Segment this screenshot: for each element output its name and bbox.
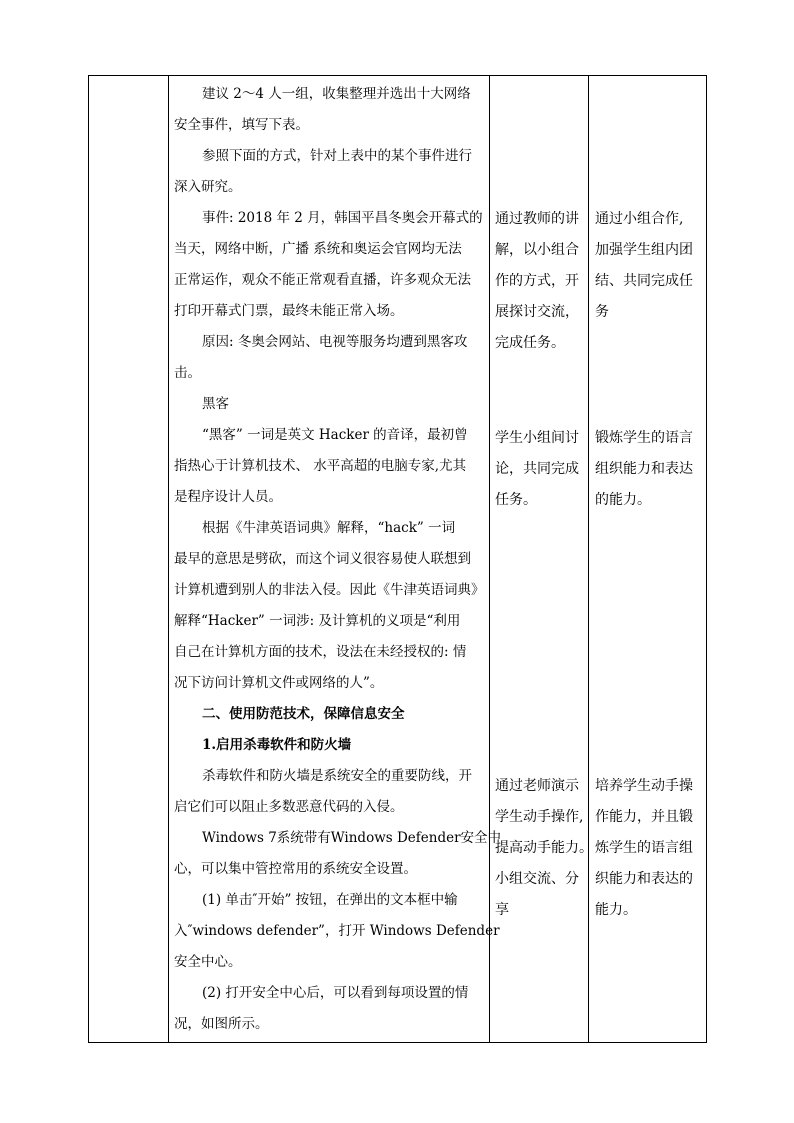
paragraph-line: Windows 7系统带有Windows Defender安全中 — [202, 830, 502, 846]
paragraph-line: 参照下面的方式，针对上表中的某个事件进行 — [202, 148, 472, 164]
paragraph-line: “黑客” 一词是英文 Hacker 的音译，最初曾 — [202, 427, 468, 443]
paragraph-line: 计算机遭到别人的非法入侵。因此《牛津英语词典》 — [174, 582, 485, 598]
paragraph-line: 原因: 冬奥会网站、电视等服务均遭到黑客攻 — [202, 334, 468, 350]
teacher-activity-line: 解，以小组合 — [495, 242, 579, 258]
paragraph-line: 1.启用杀毒软件和防火墙 — [202, 737, 352, 753]
teacher-activity-line: 作的方式，开 — [495, 273, 579, 289]
paragraph-line: 况下访问计算机文件或网络的人”。 — [174, 675, 384, 691]
paragraph-line: 是程序设计人员。 — [174, 489, 282, 505]
column-divider-3 — [588, 76, 589, 1042]
paragraph-line: 深入研究。 — [174, 179, 242, 195]
paragraph-line: 指热心于计算机技术、 水平高超的电脑专家,尤其 — [174, 458, 467, 474]
teacher-activity-line: 论，共同完成 — [495, 461, 579, 477]
design-intent-line: 的能力。 — [595, 492, 651, 508]
paragraph-line: 二、使用防范技术，保障信息安全 — [202, 706, 405, 722]
paragraph-line: 心，可以集中管控常用的系统安全设置。 — [174, 861, 417, 877]
teacher-activity-line: 展探讨交流， — [495, 304, 579, 320]
paragraph-line: 入″windows defender”，打开 Windows Defender — [174, 923, 500, 939]
teacher-activity-line: 小组交流、分 — [495, 871, 579, 887]
paragraph-line: 安全事件，填写下表。 — [174, 117, 309, 133]
design-intent-line: 作能力，并且锻 — [595, 809, 693, 825]
design-intent-line: 能力。 — [595, 902, 637, 918]
paragraph-line: 安全中心。 — [174, 954, 242, 970]
paragraph-line: 黑客 — [202, 396, 229, 412]
paragraph-line: 建议 2～4 人一组，收集整理并选出十大网络 — [202, 86, 471, 102]
paragraph-line: 启它们可以阻止多数恶意代码的入侵。 — [174, 799, 404, 815]
teacher-activity-line: 任务。 — [495, 492, 537, 508]
design-intent-line: 组织能力和表达 — [595, 461, 693, 477]
teacher-activity-line: 通过教师的讲 — [495, 211, 579, 227]
paragraph-line: 事件: 2018 年 2 月，韩国平昌冬奥会开幕式的 — [202, 210, 483, 226]
paragraph-line: (2) 打开安全中心后，可以看到每项设置的情 — [202, 985, 469, 1001]
design-intent-line: 炼学生的语言组 — [595, 840, 693, 856]
paragraph-line: 最早的意思是劈砍，而这个词义很容易使人联想到 — [174, 551, 471, 567]
paragraph-line: 自己在计算机方面的技术，设法在未经授权的: 情 — [174, 644, 467, 660]
lesson-content-column — [174, 76, 502, 1042]
design-intent-line: 通过小组合作, — [595, 211, 684, 227]
paragraph-line: 正常运作，观众不能正常观看直播，许多观众无法 — [174, 272, 471, 288]
paragraph-line: (1) 单击″开始” 按钮，在弹出的文本框中输 — [202, 892, 458, 908]
teacher-activity-line: 通过老师演示 — [495, 778, 579, 794]
design-intent-line: 务 — [595, 304, 609, 320]
teacher-activity-line: 享 — [495, 902, 509, 918]
paragraph-line: 打印开幕式门票，最终未能正常入场。 — [174, 303, 404, 319]
lesson-table — [88, 75, 707, 1043]
design-intent-line: 锻炼学生的语言 — [595, 430, 693, 446]
teacher-activity-line: 完成任务。 — [495, 335, 565, 351]
teacher-activity-line: 提高动手能力。 — [495, 840, 593, 856]
paragraph-line: 解释“Hacker” 一词涉: 及计算机的义项是“利用 — [174, 613, 461, 629]
design-intent-line: 结、共同完成任 — [595, 273, 693, 289]
design-intent-line: 培养学生动手操 — [595, 778, 693, 794]
design-intent-line: 织能力和表达的 — [595, 871, 693, 887]
design-intent-line: 加强学生组内团 — [595, 242, 693, 258]
column-divider-1 — [168, 76, 169, 1042]
paragraph-line: 击。 — [174, 365, 201, 381]
teacher-activity-line: 学生小组间讨 — [495, 430, 579, 446]
column-divider-2 — [489, 76, 490, 1042]
teacher-activity-line: 学生动手操作, — [495, 809, 584, 825]
paragraph-line: 当天，网络中断，广播 系统和奥运会官网均无法 — [174, 241, 462, 257]
paragraph-line: 根据《牛津英语词典》解释，“hack” 一词 — [202, 520, 456, 536]
paragraph-line: 杀毒软件和防火墙是系统安全的重要防线，开 — [202, 768, 472, 784]
paragraph-line: 况，如图所示。 — [174, 1016, 269, 1032]
